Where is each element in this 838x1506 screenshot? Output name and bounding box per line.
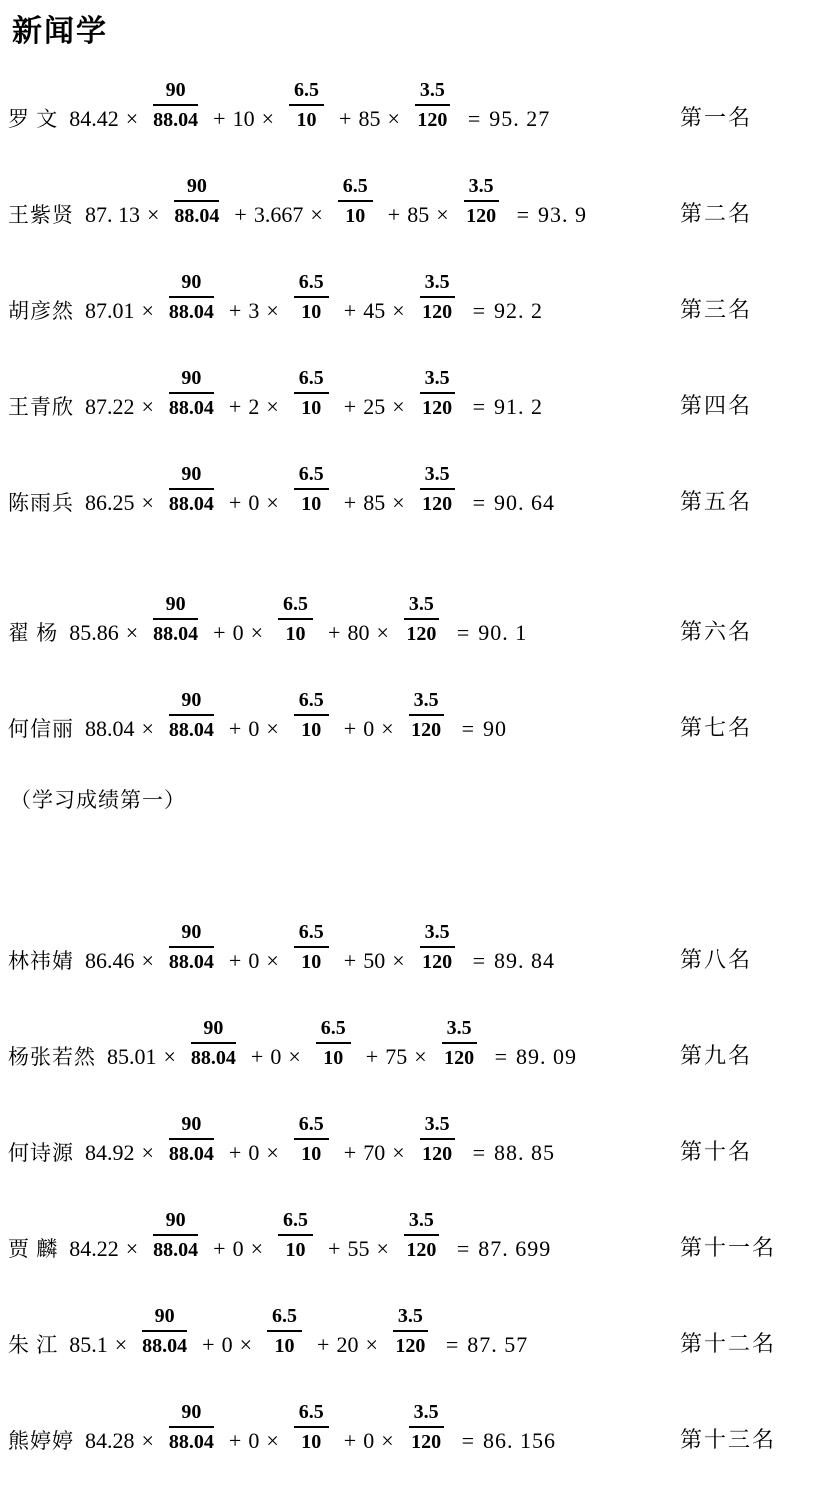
fraction-bonus-1 (278, 1208, 313, 1263)
fraction-bonus-1 (294, 366, 329, 421)
plus-icon: + (213, 620, 226, 645)
base-score: 84.92 (85, 1140, 135, 1165)
bonus-score-2: 85 (363, 490, 386, 515)
times-icon: × (392, 490, 405, 515)
base-score: 84.28 (85, 1428, 135, 1453)
times-icon: × (392, 948, 405, 973)
times-icon: × (414, 1044, 427, 1069)
times-icon: × (147, 202, 160, 227)
times-icon: × (392, 1140, 405, 1165)
score-row (8, 1208, 838, 1263)
fraction-academic (191, 1016, 236, 1071)
plus-icon: + (250, 1044, 264, 1069)
plus-icon: + (228, 716, 242, 741)
fraction-numerator: 90 (169, 1400, 214, 1428)
fraction-bonus-2 (393, 1304, 428, 1359)
student-name: 罗 文 (8, 107, 59, 131)
times-icon: × (376, 1236, 389, 1261)
times-icon: × (436, 202, 449, 227)
fraction-bonus-1 (338, 174, 373, 229)
fraction-numerator: 90 (169, 1112, 214, 1140)
equals-icon: = (461, 716, 475, 741)
fraction-numerator: 3.5 (409, 1400, 444, 1428)
plus-icon: + (387, 202, 401, 227)
bonus-score-1: 0 (232, 1236, 244, 1261)
score-row (8, 78, 838, 133)
fraction-denominator: 10 (285, 623, 306, 645)
fraction-numerator: 3.5 (442, 1016, 477, 1044)
fraction-denominator: 88.04 (153, 623, 199, 645)
fraction-numerator: 3.5 (420, 1112, 455, 1140)
score-row (8, 592, 838, 647)
fraction-bonus-2 (464, 174, 499, 229)
equals-icon: = (516, 202, 530, 227)
bonus-score-2: 70 (363, 1140, 386, 1165)
bonus-score-1: 3 (248, 298, 260, 323)
fraction-bonus-1 (278, 592, 313, 647)
bonus-score-1: 3.667 (253, 202, 304, 227)
base-score: 85.01 (107, 1044, 157, 1069)
fraction-numerator: 90 (153, 592, 198, 620)
fraction-bonus-1 (294, 462, 329, 517)
fraction-denominator: 88.04 (168, 951, 214, 973)
fraction-bonus-2 (404, 1208, 439, 1263)
fraction-academic (169, 1112, 214, 1167)
bonus-score-2: 25 (363, 394, 386, 419)
base-score: 87.01 (85, 298, 135, 323)
fraction-numerator: 90 (142, 1304, 187, 1332)
score-row (8, 174, 838, 229)
fraction-denominator: 120 (411, 719, 442, 741)
fraction-denominator: 88.04 (168, 301, 214, 323)
fraction-denominator: 120 (422, 951, 453, 973)
bonus-score-1: 10 (232, 106, 255, 131)
times-icon: × (250, 620, 264, 645)
score-row (8, 1400, 838, 1455)
fraction-bonus-2 (409, 1400, 444, 1455)
fraction-denominator: 120 (466, 205, 497, 227)
fraction-denominator: 10 (296, 109, 317, 131)
rank-label: 第十三名 (680, 1427, 777, 1452)
fraction-numerator: 6.5 (294, 1400, 329, 1428)
times-icon: × (125, 620, 139, 645)
plus-icon: + (328, 620, 341, 645)
bonus-score-1: 0 (221, 1332, 233, 1357)
fraction-academic (169, 920, 214, 975)
bonus-score-1: 0 (248, 948, 260, 973)
score-row (8, 1304, 838, 1359)
page-title: 新闻学 (12, 15, 108, 48)
plus-icon: + (228, 1140, 242, 1165)
fraction-bonus-1 (294, 1400, 329, 1455)
fraction-denominator: 10 (301, 1143, 322, 1165)
fraction-numerator: 3.5 (404, 592, 439, 620)
times-icon: × (266, 490, 279, 515)
rank-label: 第二名 (680, 201, 753, 226)
fraction-denominator: 120 (411, 1431, 442, 1453)
student-name: 朱 江 (8, 1333, 59, 1357)
plus-icon: + (343, 1428, 357, 1453)
equals-icon: = (494, 1044, 508, 1069)
bonus-score-2: 0 (363, 716, 375, 741)
total-score: 92. 2 (494, 298, 544, 323)
fraction-denominator: 10 (345, 205, 366, 227)
fraction-numerator: 3.5 (420, 462, 455, 490)
fraction-bonus-1 (294, 688, 329, 743)
fraction-bonus-2 (404, 592, 439, 647)
score-row (8, 462, 838, 517)
base-score: 84.22 (69, 1236, 119, 1261)
total-score: 89. 09 (516, 1044, 578, 1069)
fraction-numerator: 90 (169, 462, 214, 490)
score-row (8, 688, 838, 743)
rank-label: 第十二名 (680, 1331, 777, 1356)
plus-icon: + (343, 394, 357, 419)
bonus-score-2: 85 (358, 106, 381, 131)
times-icon: × (141, 394, 154, 419)
bonus-score-1: 0 (232, 620, 244, 645)
fraction-numerator: 3.5 (420, 920, 455, 948)
bonus-score-2: 45 (363, 298, 386, 323)
total-score: 86. 156 (483, 1428, 557, 1453)
equals-icon: = (461, 1428, 475, 1453)
student-name: 王紫贤 (8, 203, 74, 227)
score-row (8, 1016, 838, 1071)
times-icon: × (250, 1236, 264, 1261)
fraction-numerator: 6.5 (294, 920, 329, 948)
plus-icon: + (339, 106, 352, 131)
plus-icon: + (343, 298, 357, 323)
rank-label: 第一名 (680, 105, 753, 130)
fraction-denominator: 88.04 (168, 1143, 214, 1165)
fraction-bonus-2 (420, 462, 455, 517)
total-score: 90 (483, 716, 508, 741)
note-text: （学习成绩第一） (10, 788, 186, 812)
ranking-list-top (8, 78, 838, 743)
fraction-denominator: 10 (274, 1335, 295, 1357)
plus-icon: + (343, 716, 357, 741)
times-icon: × (141, 1428, 154, 1453)
fraction-numerator: 3.5 (415, 78, 450, 106)
fraction-numerator: 90 (169, 366, 214, 394)
plus-icon: + (228, 298, 242, 323)
plus-icon: + (343, 1140, 357, 1165)
fraction-academic (169, 688, 214, 743)
total-score: 89. 84 (494, 948, 556, 973)
fraction-bonus-2 (415, 78, 450, 133)
fraction-numerator: 6.5 (267, 1304, 302, 1332)
times-icon: × (125, 106, 139, 131)
rank-label: 第五名 (680, 489, 753, 514)
student-name: 贾 麟 (8, 1237, 59, 1261)
fraction-academic (169, 366, 214, 421)
fraction-denominator: 120 (406, 623, 437, 645)
fraction-numerator: 6.5 (278, 1208, 313, 1236)
fraction-bonus-2 (442, 1016, 477, 1071)
fraction-denominator: 120 (395, 1335, 426, 1357)
fraction-academic (169, 270, 214, 325)
fraction-numerator: 6.5 (294, 1112, 329, 1140)
total-score: 93. 9 (538, 202, 588, 227)
rank-label: 第三名 (680, 297, 753, 322)
bonus-score-2: 80 (347, 620, 370, 645)
times-icon: × (141, 1140, 154, 1165)
fraction-denominator: 10 (301, 493, 322, 515)
base-score: 86.25 (85, 490, 135, 515)
rank-label: 第八名 (680, 947, 753, 972)
base-score: 85.86 (69, 620, 119, 645)
times-icon: × (266, 1428, 279, 1453)
times-icon: × (266, 716, 279, 741)
score-row (8, 920, 838, 975)
fraction-denominator: 88.04 (190, 1047, 236, 1069)
equals-icon: = (472, 298, 486, 323)
fraction-numerator: 3.5 (404, 1208, 439, 1236)
times-icon: × (376, 620, 389, 645)
times-icon: × (365, 1332, 378, 1357)
fraction-numerator: 3.5 (393, 1304, 428, 1332)
total-score: 87. 699 (478, 1236, 552, 1261)
fraction-bonus-1 (294, 920, 329, 975)
times-icon: × (381, 1428, 394, 1453)
rank-label: 第十名 (680, 1139, 753, 1164)
fraction-bonus-2 (420, 270, 455, 325)
times-icon: × (266, 394, 279, 419)
fraction-denominator: 10 (301, 1431, 322, 1453)
bonus-score-2: 75 (385, 1044, 408, 1069)
fraction-denominator: 88.04 (174, 205, 220, 227)
student-name: 陈雨兵 (8, 491, 74, 515)
fraction-denominator: 88.04 (153, 1239, 199, 1261)
base-score: 87. 13 (85, 202, 140, 227)
times-icon: × (288, 1044, 301, 1069)
total-score: 88. 85 (494, 1140, 556, 1165)
plus-icon: + (228, 1428, 242, 1453)
total-score: 91. 2 (494, 394, 544, 419)
equals-icon: = (472, 490, 486, 515)
fraction-numerator: 6.5 (294, 366, 329, 394)
fraction-bonus-2 (420, 920, 455, 975)
fraction-numerator: 3.5 (420, 270, 455, 298)
fraction-denominator: 120 (406, 1239, 437, 1261)
fraction-bonus-1 (294, 1112, 329, 1167)
bonus-score-2: 85 (407, 202, 430, 227)
equals-icon: = (472, 394, 486, 419)
fraction-denominator: 120 (422, 397, 453, 419)
base-score: 87.22 (85, 394, 135, 419)
fraction-bonus-2 (420, 1112, 455, 1167)
base-score: 85.1 (69, 1332, 108, 1357)
bonus-score-1: 0 (270, 1044, 282, 1069)
plus-icon: + (213, 1236, 226, 1261)
times-icon: × (141, 490, 154, 515)
score-row (8, 270, 838, 325)
fraction-numerator: 3.5 (409, 688, 444, 716)
fraction-denominator: 120 (417, 109, 448, 131)
fraction-numerator: 3.5 (420, 366, 455, 394)
bonus-score-1: 0 (248, 716, 260, 741)
times-icon: × (266, 298, 279, 323)
student-name: 胡彦然 (8, 299, 74, 323)
fraction-denominator: 10 (301, 397, 322, 419)
fraction-denominator: 88.04 (168, 1431, 214, 1453)
fraction-numerator: 90 (153, 1208, 198, 1236)
bonus-score-1: 0 (248, 490, 260, 515)
student-name: 何诗源 (8, 1141, 74, 1165)
rank-label: 第四名 (680, 393, 753, 418)
times-icon: × (392, 298, 405, 323)
ranking-list-bottom (8, 920, 838, 1455)
fraction-numerator: 6.5 (294, 462, 329, 490)
fraction-numerator: 6.5 (316, 1016, 351, 1044)
fraction-academic (169, 1400, 214, 1455)
plus-icon: + (328, 1236, 341, 1261)
bonus-score-2: 0 (363, 1428, 375, 1453)
total-score: 87. 57 (467, 1332, 529, 1357)
total-score: 95. 27 (489, 106, 551, 131)
plus-icon: + (343, 948, 357, 973)
fraction-denominator: 120 (422, 301, 453, 323)
base-score: 88.04 (85, 716, 135, 741)
fraction-denominator: 88.04 (153, 109, 199, 131)
equals-icon: = (467, 106, 481, 131)
student-name: 何信丽 (8, 717, 74, 741)
total-score: 90. 64 (494, 490, 556, 515)
total-score: 90. 1 (478, 620, 528, 645)
fraction-numerator: 90 (191, 1016, 236, 1044)
times-icon: × (141, 716, 154, 741)
fraction-denominator: 88.04 (168, 397, 214, 419)
fraction-academic (153, 78, 198, 133)
times-icon: × (261, 106, 275, 131)
student-name: 王青欣 (8, 395, 74, 419)
plus-icon: + (365, 1044, 379, 1069)
fraction-academic (153, 1208, 198, 1263)
times-icon: × (392, 394, 405, 419)
fraction-denominator: 10 (285, 1239, 306, 1261)
bonus-score-2: 20 (336, 1332, 359, 1357)
plus-icon: + (343, 490, 357, 515)
times-icon: × (141, 298, 154, 323)
bonus-score-1: 2 (248, 394, 260, 419)
plus-icon: + (228, 490, 242, 515)
base-score: 84.42 (69, 106, 119, 131)
fraction-bonus-1 (289, 78, 324, 133)
times-icon: × (381, 716, 394, 741)
bonus-score-2: 50 (363, 948, 386, 973)
rank-label: 第七名 (680, 715, 753, 740)
plus-icon: + (234, 202, 247, 227)
plus-icon: + (228, 948, 242, 973)
plus-icon: + (228, 394, 242, 419)
fraction-denominator: 10 (301, 951, 322, 973)
student-name: 翟 杨 (8, 621, 59, 645)
equals-icon: = (472, 948, 486, 973)
bonus-score-1: 0 (248, 1428, 260, 1453)
bonus-score-2: 55 (347, 1236, 370, 1261)
fraction-numerator: 90 (169, 920, 214, 948)
fraction-numerator: 90 (169, 688, 214, 716)
fraction-denominator: 10 (323, 1047, 344, 1069)
student-name: 杨张若然 (8, 1045, 96, 1069)
times-icon: × (310, 202, 323, 227)
fraction-bonus-1 (294, 270, 329, 325)
plus-icon: + (202, 1332, 215, 1357)
rank-label: 第六名 (680, 619, 753, 644)
rank-label: 第九名 (680, 1043, 753, 1068)
fraction-numerator: 6.5 (338, 174, 373, 202)
rank-label: 第十一名 (680, 1235, 777, 1260)
fraction-denominator: 88.04 (168, 493, 214, 515)
times-icon: × (125, 1236, 139, 1261)
fraction-denominator: 88.04 (168, 719, 214, 741)
fraction-academic (169, 462, 214, 517)
fraction-academic (174, 174, 219, 229)
bonus-score-1: 0 (248, 1140, 260, 1165)
student-name: 熊婷婷 (8, 1429, 74, 1453)
fraction-numerator: 6.5 (278, 592, 313, 620)
times-icon: × (266, 948, 279, 973)
times-icon: × (266, 1140, 279, 1165)
fraction-denominator: 120 (422, 1143, 453, 1165)
times-icon: × (239, 1332, 253, 1357)
score-row (8, 366, 838, 421)
equals-icon: = (445, 1332, 459, 1357)
fraction-denominator: 88.04 (142, 1335, 188, 1357)
times-icon: × (163, 1044, 176, 1069)
plus-icon: + (213, 106, 226, 131)
fraction-bonus-2 (420, 366, 455, 421)
fraction-academic (153, 592, 198, 647)
fraction-numerator: 90 (174, 174, 219, 202)
times-icon: × (114, 1332, 128, 1357)
fraction-denominator: 120 (422, 493, 453, 515)
fraction-denominator: 120 (444, 1047, 475, 1069)
fraction-bonus-1 (316, 1016, 351, 1071)
base-score: 86.46 (85, 948, 135, 973)
fraction-denominator: 10 (301, 301, 322, 323)
times-icon: × (141, 948, 154, 973)
fraction-numerator: 90 (169, 270, 214, 298)
fraction-numerator: 6.5 (294, 688, 329, 716)
fraction-denominator: 10 (301, 719, 322, 741)
fraction-academic (142, 1304, 187, 1359)
fraction-bonus-1 (267, 1304, 302, 1359)
times-icon: × (387, 106, 400, 131)
equals-icon: = (456, 1236, 470, 1261)
fraction-numerator: 3.5 (464, 174, 499, 202)
fraction-numerator: 90 (153, 78, 198, 106)
fraction-bonus-2 (409, 688, 444, 743)
student-name: 林祎婧 (8, 949, 74, 973)
plus-icon: + (317, 1332, 330, 1357)
equals-icon: = (472, 1140, 486, 1165)
fraction-numerator: 6.5 (294, 270, 329, 298)
equals-icon: = (456, 620, 470, 645)
fraction-numerator: 6.5 (289, 78, 324, 106)
score-row (8, 1112, 838, 1167)
